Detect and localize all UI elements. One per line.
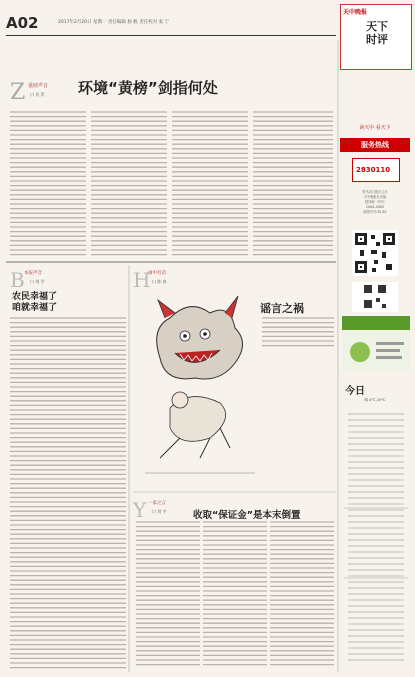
column-b-author: 口 刘 学 bbox=[30, 279, 45, 284]
weather-title: 今日 bbox=[345, 386, 365, 397]
brand-masthead: 天中晚报 bbox=[343, 9, 368, 16]
column-b-headline-line2: 咱就幸福了 bbox=[12, 303, 58, 313]
sidebar-info-lines bbox=[342, 408, 410, 668]
dateline: 2017年2月20日 星期一 责任编辑 杨 帆 责任校对 张 宁 bbox=[58, 20, 170, 25]
page-number: A02 bbox=[6, 14, 39, 32]
column-y-author: 口 刘 宇 bbox=[152, 509, 167, 514]
weather-forecast: 晴 4℃-19℃ bbox=[364, 398, 386, 402]
ad-illustration bbox=[342, 332, 410, 372]
column-b-headline-line1: 农民幸福了 bbox=[12, 292, 58, 302]
column-h-label: 画中有话 bbox=[148, 271, 166, 276]
green-ad-banner bbox=[342, 316, 410, 330]
brand-slogan: 读天中 看天下 bbox=[359, 125, 391, 131]
section-label: 重磅声音 bbox=[28, 83, 49, 89]
issue-line: 驻马店日报社主办 bbox=[362, 190, 388, 194]
issue-line: CN41-0083 bbox=[366, 205, 384, 209]
lead-headline: 环境“黄榜”剑指何处 bbox=[78, 79, 218, 97]
issue-line: 国内统一刊号: bbox=[364, 200, 386, 204]
cartoon-title: 谣言之祸 bbox=[260, 302, 304, 315]
publication-info bbox=[342, 190, 408, 215]
issue-line: 天中晚报社出版 bbox=[363, 195, 387, 199]
hotline-banner: 服务热线 bbox=[340, 138, 410, 152]
section-letter-h: H bbox=[133, 268, 151, 292]
lead-author: 口 肖 青 bbox=[30, 92, 45, 97]
column-y-headline: 收取“保证金”是本末倒置 bbox=[193, 510, 301, 521]
column-b-label: 本报声音 bbox=[24, 271, 42, 276]
qr-code-icon bbox=[352, 230, 398, 276]
section-letter-y: Y bbox=[133, 498, 147, 522]
hotline-number: 2830110 bbox=[356, 166, 391, 174]
section-letter-z: Z bbox=[10, 80, 26, 105]
brand-big-line2: 时评 bbox=[366, 33, 388, 46]
column-b-headline bbox=[12, 292, 57, 314]
brand-big-line1: 天下 bbox=[366, 20, 388, 33]
issue-line: 邮发代号:35-82 bbox=[363, 210, 387, 214]
cartoon-illustration bbox=[140, 288, 260, 488]
qr-code-small-icon bbox=[352, 282, 398, 312]
column-h-author: 口 陈 春 bbox=[152, 279, 167, 284]
column-y-label: 一家之言 bbox=[148, 501, 166, 506]
section-letter-b: B bbox=[10, 268, 25, 292]
